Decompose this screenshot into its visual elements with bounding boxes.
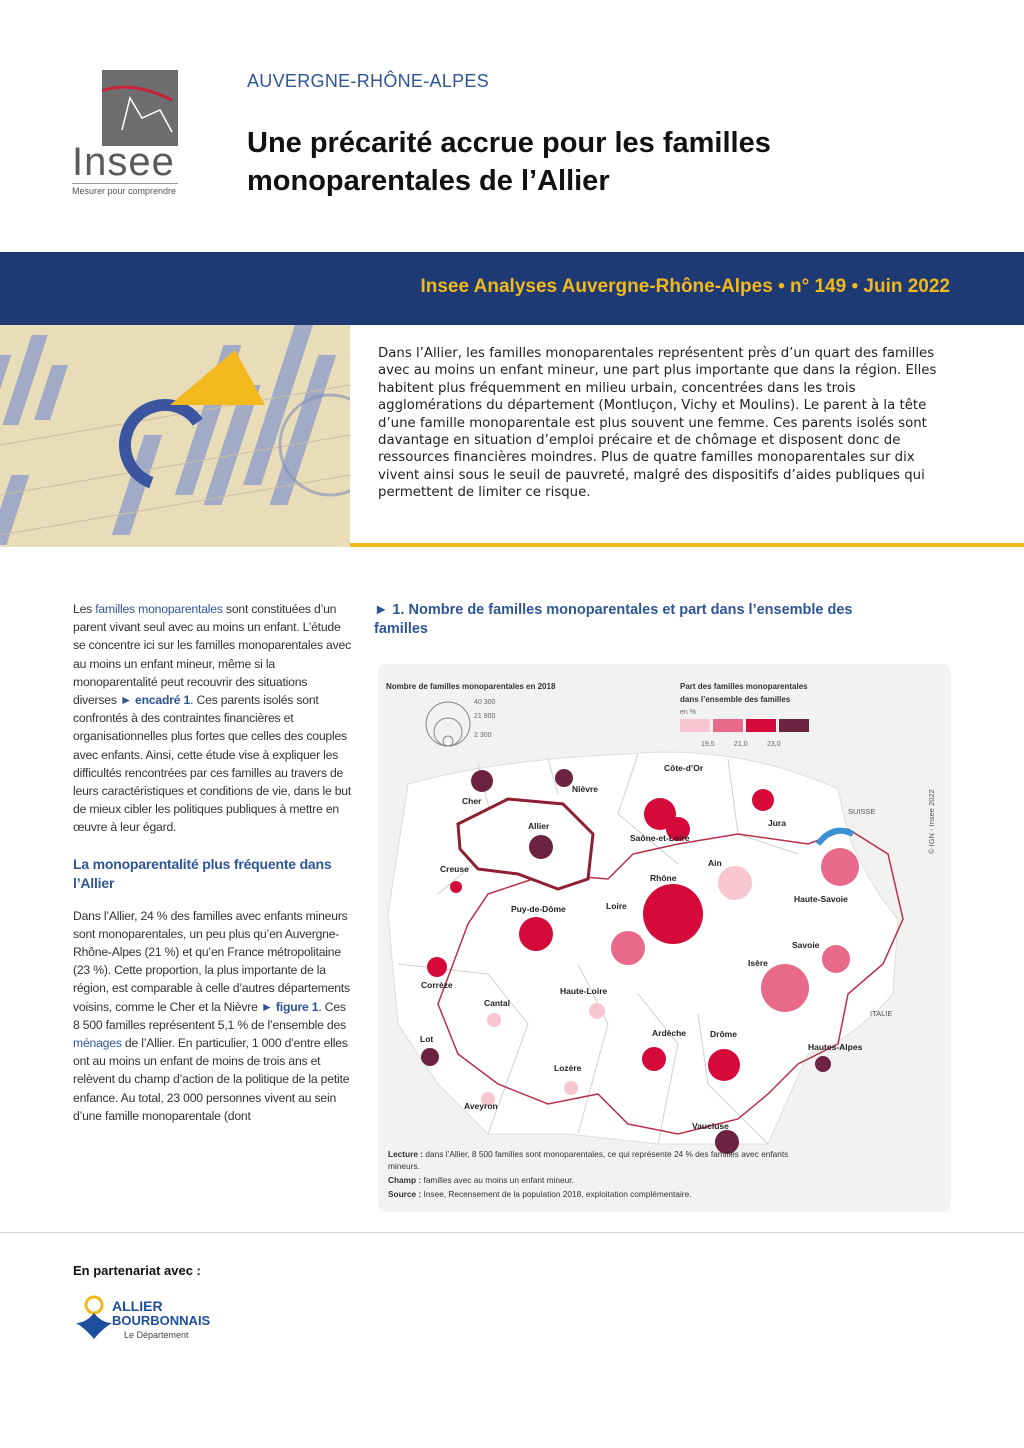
legend-swatch-3: [746, 719, 776, 732]
paragraph-2: [73, 907, 353, 1125]
legend-size-label-3: 2 300: [474, 732, 492, 739]
dept-label-savoie: Savoie: [792, 940, 820, 950]
text-run: . Ces 8 500 familles représentent 5,1 % de l’ensemble des: [73, 999, 346, 1032]
dept-label-lot: Lot: [420, 1034, 434, 1044]
bubble-ardeche: [642, 1047, 666, 1071]
legend-color-title-2: dans l’ensemble des familles: [680, 695, 791, 704]
bubble-jura: [752, 789, 774, 811]
legend-swatch-4: [779, 719, 809, 732]
note-champ: Champ : familles avec au moins un enfant mineur.: [388, 1175, 574, 1185]
country-label-suisse: SUISSE: [848, 807, 876, 816]
legend-color-swatches: [680, 719, 809, 732]
text-run: . Ces parents isolés sont confrontés à des contraintes financières et organisationnelles plus fortes que celles des couples avec enfants. Ainsi, cette étude vise à expliquer les difficultés rencontrées par ces familles au travers de leurs caractéristiques et conditions de vie, dans le but de mieux cibler les politiques publiques à mettre en œuvre à leur égard.: [73, 693, 352, 835]
title-line-2: monoparentales de l’Allier: [247, 165, 610, 197]
dept-label-cantal: Cantal: [484, 998, 510, 1008]
country-label-italie: ITALIE: [870, 1009, 893, 1018]
bubble-lozere: [564, 1081, 578, 1095]
dept-label-drome: Drôme: [710, 1029, 737, 1039]
legend-circle-medium: [434, 718, 462, 746]
legend-break-2: 21,0: [734, 741, 748, 748]
dept-label-loire: Loire: [606, 901, 627, 911]
publication-reference: Insee Analyses Auvergne-Rhône-Alpes • n° 149 • Juin 2022: [420, 276, 950, 297]
dept-label-lozere: Lozère: [554, 1063, 582, 1073]
bubble-haute-savoie: [821, 848, 859, 886]
legend-size-label-2: 21 900: [474, 713, 496, 720]
dept-label-nievre: Nièvre: [572, 784, 598, 794]
glossary-link-familles-monoparentales[interactable]: familles monoparentales: [95, 602, 223, 616]
bubble-saone-et-loire: [644, 798, 676, 830]
abstract-rule: [350, 543, 1024, 547]
dept-label-aveyron: Aveyron: [464, 1101, 498, 1111]
legend-circle-small: [443, 736, 453, 746]
bubble-creuse: [450, 881, 462, 893]
bubble-cantal: [487, 1013, 501, 1027]
bubble-savoie: [822, 945, 850, 973]
bubble-correze: [427, 957, 447, 977]
bubble-nievre: [555, 769, 573, 787]
dept-label-haute-savoie: Haute-Savoie: [794, 894, 848, 904]
dept-label-cher: Cher: [462, 796, 482, 806]
dept-label-vaucluse: Vaucluse: [692, 1121, 729, 1131]
hero-illustration: [0, 325, 350, 547]
partner-word-allier: ALLIER: [112, 1298, 163, 1314]
map-figure: [378, 664, 951, 1212]
bubble-rhone: [643, 884, 703, 944]
fleur-de-lis-icon: [72, 1293, 112, 1343]
dept-label-isere: Isère: [748, 958, 768, 968]
encadre-link[interactable]: ► encadré 1: [119, 693, 191, 708]
dept-label-correze: Corrèze: [421, 980, 453, 990]
dept-label-ain: Ain: [708, 858, 722, 868]
figure-link[interactable]: ► figure 1: [260, 999, 319, 1014]
note-lecture: Lecture : dans l’Allier, 8 500 familles sont monoparentales, ce qui représente 24 % des familles avec enfants: [388, 1149, 789, 1159]
section-heading: La monoparentalité plus fréquente dans l’Allier: [73, 855, 332, 891]
text-run: Les: [73, 602, 96, 616]
map-credit: © IGN - Insee 2022: [927, 789, 936, 854]
note-source: Source : Insee, Recensement de la population 2018, exploitation complémentaire.: [388, 1189, 692, 1199]
allier-bourbonnais-logo: [72, 1293, 262, 1353]
dept-label-haute-loire: Haute-Loire: [560, 986, 608, 996]
logo-wordmark: Insee: [72, 140, 175, 184]
text-run: de l’Allier. En particulier, 1 000 d’entre elles ont au moins un enfant de moins de trois ans et relèvent du champ d’action de la politique de la petite enfance. Au total, 23 000 personnes vivent au sein d’une famille monoparentale (dont: [73, 1036, 350, 1123]
partner-word-departement: Le Département: [124, 1330, 189, 1340]
bubble-loire: [611, 931, 645, 965]
dept-label-ardeche: Ardèche: [652, 1028, 687, 1038]
text-run: Dans l’Allier, 24 % des familles avec enfants mineurs sont monoparentales, un peu plus qu’en Auvergne-Rhône-Alpes (21 %) et qu’en France métropolitaine (23 %). Cette proportion, la plus importante de la région, est comparable à celle d’autres départements voisins, comme le Cher et la Nièvre: [73, 908, 350, 1014]
text-run: sont constituées d’un parent vivant seul avec au moins un enfant. L’étude se concentre ici sur les familles monoparentales avec au moins un enfant mineur, même si la monoparentalité peut recouvrir des situations diverses: [73, 602, 351, 708]
dept-label-cote-d-or: Côte-d’Or: [664, 763, 704, 773]
region-label: AUVERGNE-RHÔNE-ALPES: [247, 71, 490, 91]
partner-word-bourbonnais: BOURBONNAIS: [112, 1313, 211, 1328]
bubble-puy-de-dome: [519, 917, 553, 951]
abstract-text: Dans l’Allier, les familles monoparentales représentent près d’un quart des familles avec au moins un enfant mineur, une part plus importante que dans la région. Elles habitent plus fréquemment en milieu urbain, concentrées dans les trois agglomérations du département (Montluçon, Vichy et Moulins). Le parent à la tête d’une famille monoparentale est plus souvent une femme. Ces parents isolés sont davantage en situation d’emploi précaire et de chômage et disposent donc de ressources financières moindres. Plus de quatre familles monoparentales sur dix vivent ainsi sous le seuil de pauvreté, malgré des dispositifs d’aides publiques qui permettent de limiter ce risque.: [378, 346, 937, 501]
bubble-lot: [421, 1048, 439, 1066]
bubble-drome: [708, 1049, 740, 1081]
dept-label-creuse: Creuse: [440, 864, 469, 874]
dept-label-allier: Allier: [528, 821, 550, 831]
title-line-1: Une précarité accrue pour les familles: [247, 127, 771, 159]
bubble-hautes-alpes: [815, 1056, 831, 1072]
bubble-ain: [718, 866, 752, 900]
dept-label-puy-de-dome: Puy-de-Dôme: [511, 904, 566, 914]
bubble-cher: [471, 770, 493, 792]
bubble-haute-loire: [589, 1003, 605, 1019]
dept-label-rhone: Rhône: [650, 873, 677, 883]
legend-size-label-1: 40 300: [474, 699, 496, 706]
dept-label-hautes-alpes: Hautes-Alpes: [808, 1042, 863, 1052]
legend-break-1: 19,5: [701, 741, 715, 748]
legend-size-title: Nombre de familles monoparentales en 2018: [386, 682, 556, 691]
legend-swatch-1: [680, 719, 710, 732]
legend-swatch-2: [713, 719, 743, 732]
legend-color-unit: en %: [680, 709, 696, 716]
glossary-link-menages[interactable]: ménages: [73, 1036, 122, 1051]
body-column: [73, 600, 353, 1139]
bubble-isere: [761, 964, 809, 1012]
note-lecture-2: mineurs.: [388, 1161, 420, 1171]
logo-tagline: Mesurer pour comprendre: [72, 183, 178, 196]
legend-circle-large: [426, 702, 470, 746]
bubble-allier: [529, 835, 553, 859]
page-title: [247, 124, 947, 200]
dept-label-jura: Jura: [768, 818, 786, 828]
dept-label-saone-et-loire: Saône-et-Loire: [630, 833, 690, 843]
partner-label: En partenariat avec :: [73, 1263, 201, 1278]
footer-separator: [0, 1232, 1024, 1233]
figure-title: ► 1. Nombre de familles monoparentales et part dans l’ensemble des familles: [374, 602, 853, 637]
legend-break-3: 23,0: [767, 741, 781, 748]
insee-logo: [68, 70, 188, 200]
legend-color-title-1: Part des familles monoparentales: [680, 682, 808, 691]
paragraph-1: [73, 600, 353, 837]
logo-mark: [102, 70, 178, 146]
